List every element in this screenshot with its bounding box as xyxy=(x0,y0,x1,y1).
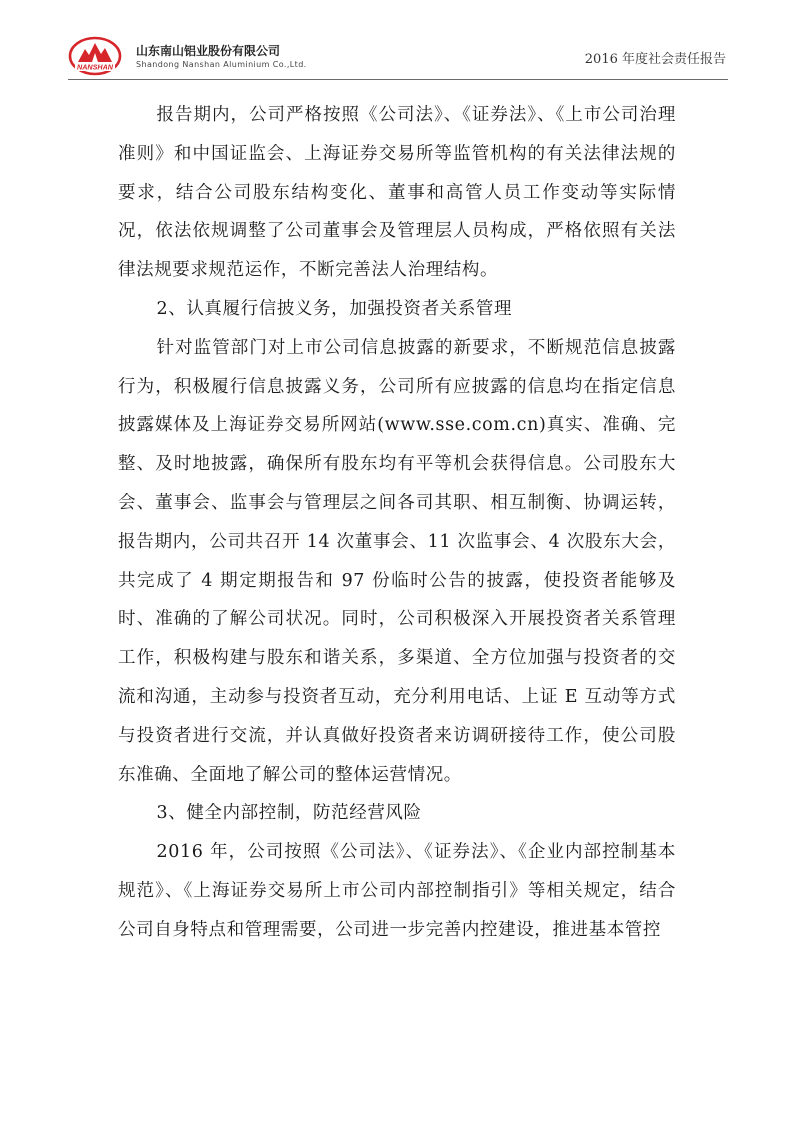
report-title: 2016 年度社会责任报告 xyxy=(584,52,726,67)
logo-text: NANSHAN xyxy=(77,62,113,72)
paragraph-governance: 报告期内，公司严格按照《公司法》、《证券法》、《上市公司治理准则》和中国证监会、上海证券交易所等监管机构的有关法律法规的要求，结合公司股东结构变化、董事和高管人员工作变动等实际情况，依法依规调整了公司董事会及管理层人员构成，严格依照有关法律法规要求规范运作，不断完善法人治理结构。 xyxy=(118,105,676,281)
paragraph-disclosure: 针对监管部门对上市公司信息披露的新要求，不断规范信息披露行为，积极履行信息披露义务，公司所有应披露的信息均在指定信息披露媒体及上海证券交易所网站(www.sse.com.cn)真实、准确、完整、及时地披露，确保所有股东均有平等机会获得信息。公司股东大会、董事会、监事会与管理层之间各司其职、相互制衡、协调运转，报告期内，公司共召开 14 次董事会、11 次监事会、4 次股东大会，共完成了 4 期定期报告和 97 份临时公告的披露，使投资者能够及时、准确的了解公司状况。同时，公司积极深入开展投资者关系管理工作，积极构建与股东和谐关系，多渠道、全方位加强与投资者的交流和沟通，主动参与投资者互动，充分利用电话、上证 E 互动等方式与投资者进行交流，并认真做好投资者来访调研接待工作，使公司股东准确、全面地了解公司的整体运营情况。 xyxy=(118,337,676,785)
company-name-en: Shandong Nanshan Aluminium Co.,Ltd. xyxy=(136,60,307,69)
header-divider xyxy=(68,79,728,80)
section-heading-disclosure: 2、认真履行信披义务，加强投资者关系管理 xyxy=(156,298,513,319)
section-heading-internal-control: 3、健全内部控制，防范经营风险 xyxy=(156,803,422,824)
company-name-cn: 山东南山铝业股份有限公司 xyxy=(136,44,281,58)
page-content xyxy=(118,96,676,950)
nanshan-logo xyxy=(68,36,122,76)
page-header xyxy=(68,36,728,76)
paragraph-internal-control: 2016 年，公司按照《公司法》、《证券法》、《企业内部控制基本规范》、《上海证券交易所上市公司内部控制指引》等相关规定，结合公司自身特点和管理需要，公司进一步完善内控建设，推进基本管控 xyxy=(118,842,676,940)
